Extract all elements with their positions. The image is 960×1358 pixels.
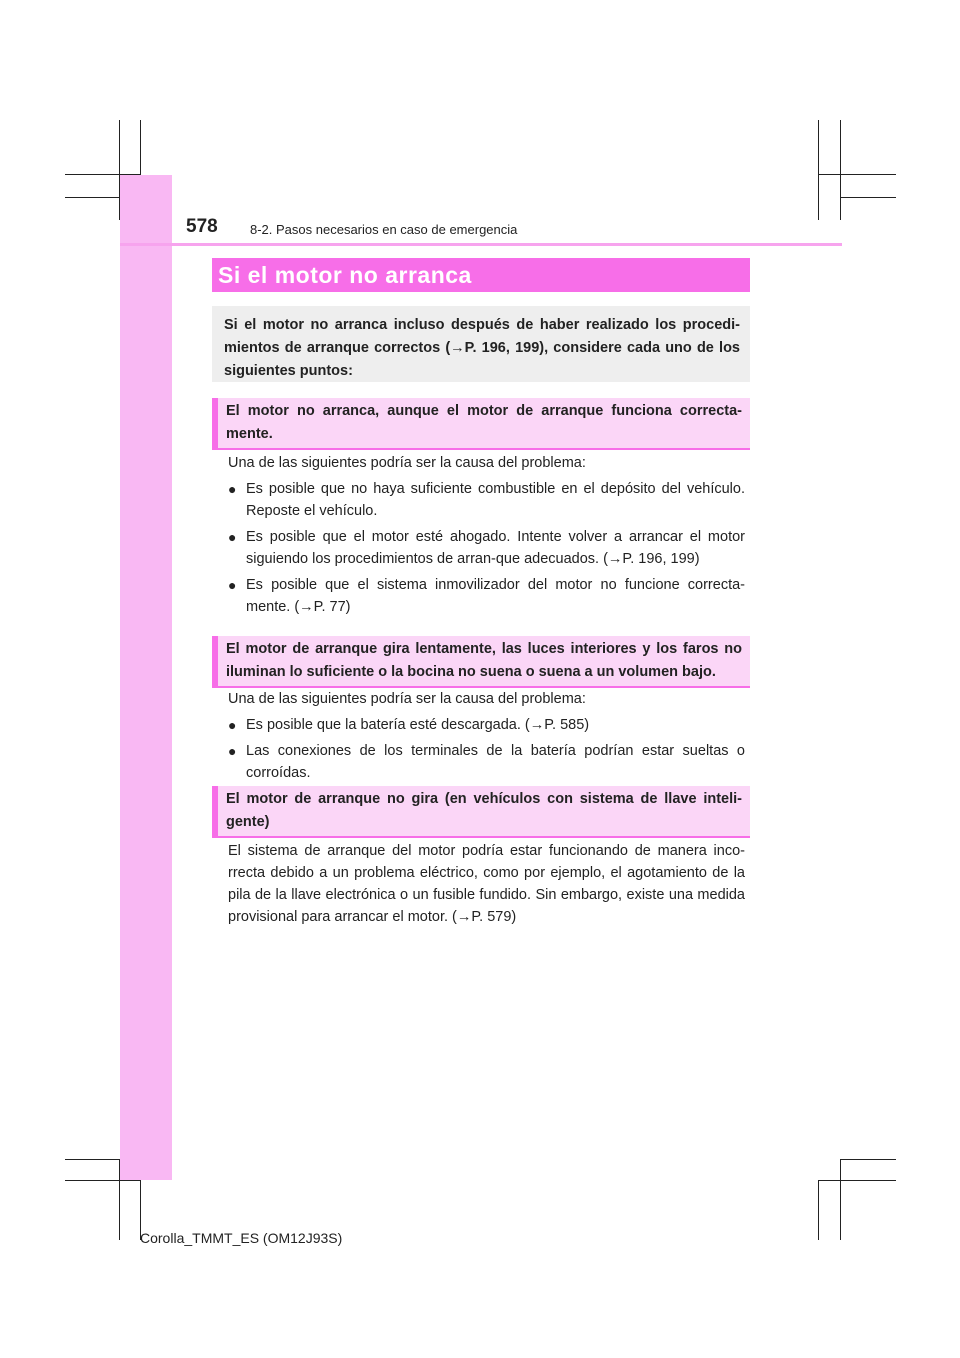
bullet-icon: ● xyxy=(228,717,237,733)
page-number: 578 xyxy=(186,216,218,237)
crop-mark xyxy=(840,1160,841,1240)
list-item: ● Es posible que la batería esté descargada. (→P. 585) xyxy=(228,714,745,736)
list-item: ● Es posible que no haya suficiente combustible en el depósito del vehículo. Reposte el vehículo. xyxy=(228,478,745,522)
section-heading-1: El motor no arranca, aunque el motor de arranque funciona correcta-mente. xyxy=(212,398,750,450)
crop-mark xyxy=(818,1180,819,1240)
list-item: ● Es posible que el sistema inmovilizador del motor no funcione correcta-mente. (→P. 77) xyxy=(228,574,745,618)
page-title: Si el motor no arranca xyxy=(212,258,750,292)
section-heading-2: El motor de arranque gira lentamente, las luces interiores y los faros no iluminan lo suficiente o la bocina no suena o suena a un volumen bajo. xyxy=(212,636,750,688)
side-band xyxy=(120,175,172,1180)
list-item: ● Es posible que el motor esté ahogado. Intente volver a arrancar el motor siguiendo los procedimientos de arran-que adecuados. (→P. 196, 199) xyxy=(228,526,745,570)
section-body-3: El sistema de arranque del motor podría estar funcionando de manera inco-rrecta debido a un problema eléctrico, como por ejemplo, el agotamiento de la pila de la llave electrónica o un fusible fundido. Sin embargo, existe una medida provisional para arrancar el motor. (→P. 579) xyxy=(228,843,745,925)
crop-mark xyxy=(65,1180,141,1181)
cause-list xyxy=(228,714,745,784)
bullet-icon: ● xyxy=(228,529,237,545)
chapter-heading: 8-2. Pasos necesarios en caso de emergencia xyxy=(250,222,518,237)
section-body-2 xyxy=(228,688,745,788)
crop-mark xyxy=(840,1159,896,1160)
crop-mark xyxy=(65,197,120,198)
header-rule xyxy=(120,243,842,246)
section-lead: Una de las siguientes podría ser la causa del problema: xyxy=(228,691,586,707)
crop-mark xyxy=(818,174,896,175)
section-lead: Una de las siguientes podría ser la causa del problema: xyxy=(228,455,586,471)
crop-mark xyxy=(65,1159,120,1160)
section-heading-3: El motor de arranque no gira (en vehículos con sistema de llave inteli-gente) xyxy=(212,786,750,838)
crop-mark xyxy=(818,1180,896,1181)
list-item: ● Las conexiones de los terminales de la batería podrían estar sueltas o corroídas. xyxy=(228,740,745,784)
footer-model-code: Corolla_TMMT_ES (OM12J93S) xyxy=(140,1230,343,1246)
crop-mark xyxy=(840,120,841,220)
bullet-icon: ● xyxy=(228,577,237,593)
intro-box: Si el motor no arranca incluso después de haber realizado los procedi-mientos de arranque correctos (→P. 196, 199), considere cada uno de los siguientes puntos: xyxy=(212,306,750,382)
crop-mark xyxy=(840,197,896,198)
crop-mark xyxy=(818,120,819,220)
bullet-icon: ● xyxy=(228,481,237,497)
cause-list xyxy=(228,478,745,618)
bullet-icon: ● xyxy=(228,743,237,759)
section-body-1 xyxy=(228,452,745,622)
